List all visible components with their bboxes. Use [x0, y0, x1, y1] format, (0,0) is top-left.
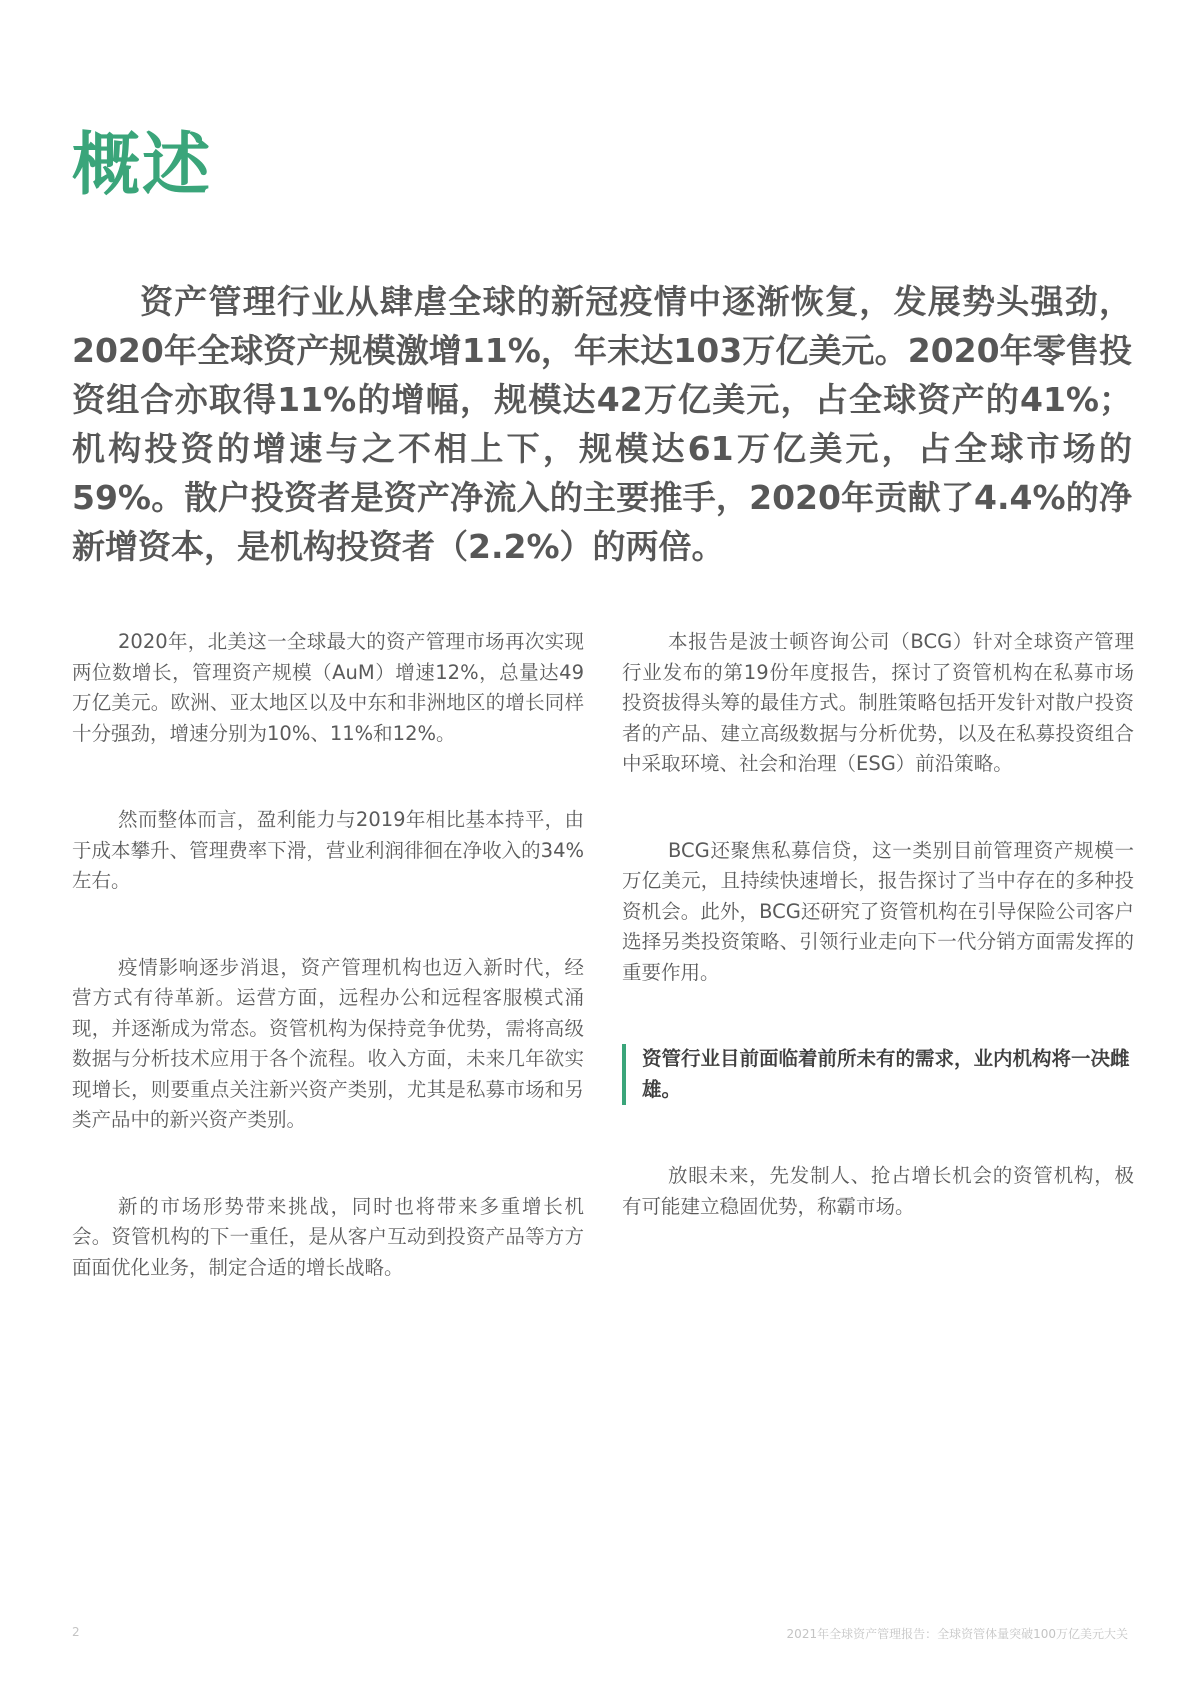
body-paragraph: 然而整体而言，盈利能力与2019年相比基本持平，由于成本攀升、管理费率下滑，营业利润徘徊在净收入的34%左右。 [72, 808, 584, 892]
right-column [622, 627, 1134, 1278]
page-title: 概述 [72, 125, 213, 205]
body-paragraph: 2020年，北美这一全球最大的资产管理市场再次实现两位数增长，管理资产规模（AuM）增速12%，总量达49万亿美元。欧洲、亚太地区以及中东和非洲地区的增长同样十分强劲，增速分别为10%、11%和12%。 [72, 630, 584, 745]
left-column [72, 627, 584, 1339]
footer-report-title: 2021年全球资产管理报告：全球资管体量突破100万亿美元大关 [786, 1627, 1128, 1641]
pull-quote: 资管行业目前面临着前所未有的需求，业内机构将一决雌雄。 [622, 1044, 1134, 1105]
body-paragraph: 放眼未来，先发制人、抢占增长机会的资管机构，极有可能建立稳固优势，称霸市场。 [622, 1164, 1134, 1218]
body-paragraph: 疫情影响逐步消退，资产管理机构也迈入新时代，经营方式有待革新。运营方面，远程办公和远程客服模式涌现，并逐渐成为常态。资管机构为保持竞争优势，需将高级数据与分析技术应用于各个流程。收入方面，未来几年欲实现增长，则要重点关注新兴资产类别，尤其是私募市场和另类产品中的新兴资产类别。 [72, 955, 584, 1131]
body-paragraph: 本报告是波士顿咨询公司（BCG）针对全球资产管理行业发布的第19份年度报告，探讨了资管机构在私募市场投资拔得头筹的最佳方式。制胜策略包括开发针对散户投资者的产品、建立高级数据与分析优势，以及在私募投资组合中采取环境、社会和治理（ESG）前沿策略。 [622, 630, 1134, 775]
body-paragraph: BCG还聚焦私募信贷，这一类别目前管理资产规模一万亿美元，且持续快速增长，报告探讨了当中存在的多种投资机会。此外，BCG还研究了资管机构在引导保险公司客户选择另类投资策略、引领行业走向下一代分销方面需发挥的重要作用。 [622, 838, 1134, 984]
body-paragraph: 新的市场形势带来挑战，同时也将带来多重增长机会。资管机构的下一重任，是从客户互动到投资产品等方方面面优化业务，制定合适的增长战略。 [72, 1194, 584, 1279]
lead-paragraph: 资产管理行业从肆虐全球的新冠疫情中逐渐恢复，发展势头强劲，2020年全球资产规模激增11%，年末达103万亿美元。2020年零售投资组合亦取得11%的增幅，规模达42万亿美元，占全球资产的41%；机构投资的增速与之不相上下，规模达61万亿美元，占全球市场的59%。散户投资者是资产净流入的主要推手，2020年贡献了4.4%的净新增资本，是机构投资者（2.2%）的两倍。 [72, 282, 1132, 566]
page-number: 2 [72, 1625, 80, 1639]
